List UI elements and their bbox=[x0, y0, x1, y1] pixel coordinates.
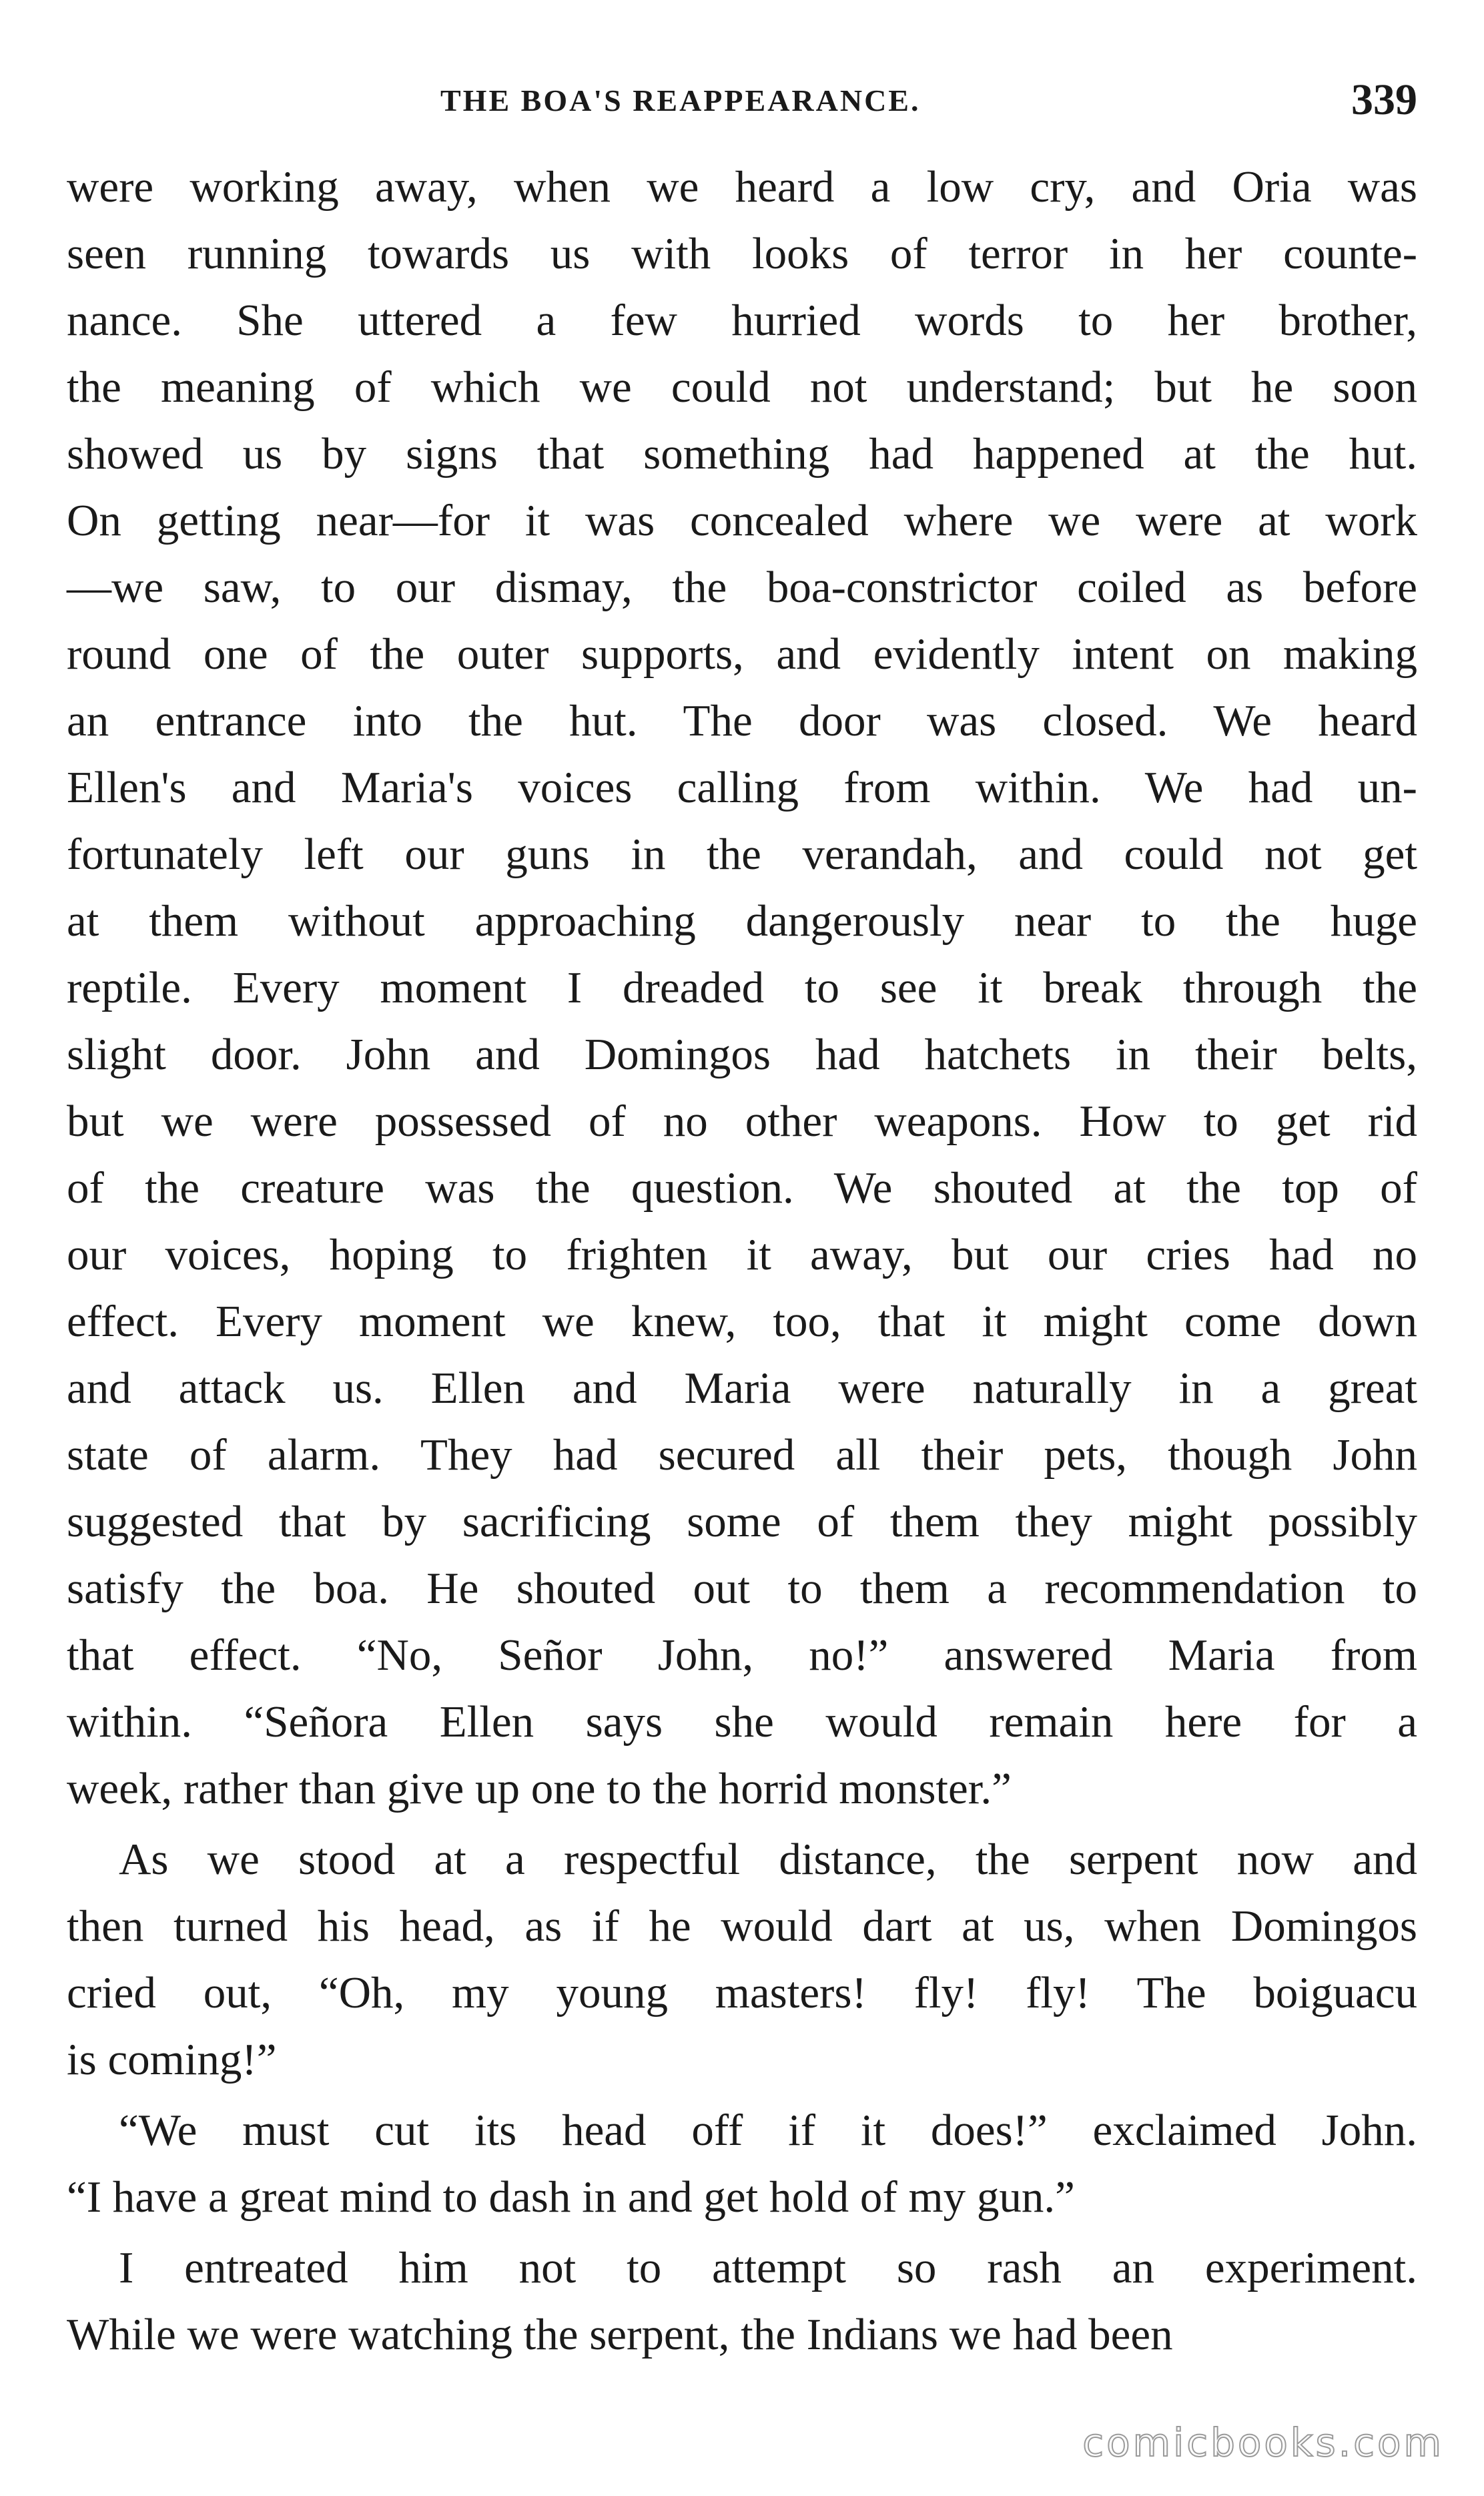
text-line: were working away, when we heard a low cry, and Oria was bbox=[67, 162, 1417, 212]
paragraph bbox=[67, 2234, 1417, 2368]
text-line: effect. Every moment we knew, too, that it might come down bbox=[67, 1297, 1417, 1346]
text-line: then turned his head, as if he would dart at us, when Domingos bbox=[67, 1901, 1417, 1951]
text-line: Ellen's and Maria's voices calling from within. We had un- bbox=[67, 763, 1417, 812]
text-line: round one of the outer supports, and evidently intent on making bbox=[67, 629, 1417, 679]
running-head: THE BOA'S REAPPEARANCE. bbox=[440, 83, 921, 117]
text-line: but we were possessed of no other weapons. How to get rid bbox=[67, 1097, 1417, 1146]
text-line: seen running towards us with looks of terror in her counte- bbox=[67, 229, 1417, 278]
text-line: our voices, hoping to frighten it away, but our cries had no bbox=[67, 1230, 1417, 1279]
text-line: and attack us. Ellen and Maria were naturally in a great bbox=[67, 1363, 1417, 1413]
text-line: On getting near—for it was concealed where we were at work bbox=[67, 496, 1417, 545]
text-line: showed us by signs that something had happened at the hut. bbox=[67, 429, 1417, 479]
text-line: “We must cut its head off if it does!” exclaimed John. bbox=[119, 2106, 1417, 2155]
text-line: As we stood at a respectful distance, the serpent now and bbox=[119, 1835, 1417, 1884]
text-line: an entrance into the hut. The door was closed. We heard bbox=[67, 696, 1417, 745]
text-line: state of alarm. They had secured all their pets, though John bbox=[67, 1430, 1417, 1480]
text-line: the meaning of which we could not understand; but he soon bbox=[67, 362, 1417, 412]
text-line: reptile. Every moment I dreaded to see it break through the bbox=[67, 963, 1417, 1012]
text-line: satisfy the boa. He shouted out to them a recommendation to bbox=[67, 1564, 1417, 1613]
text-line: week, rather than give up one to the horrid monster.” bbox=[67, 1764, 1012, 1813]
text-line: “I have a great mind to dash in and get hold of my gun.” bbox=[67, 2172, 1075, 2222]
paragraph bbox=[67, 1826, 1417, 2093]
text-line: is coming!” bbox=[67, 2035, 277, 2084]
text-line: I entreated him not to attempt so rash an experiment. bbox=[119, 2243, 1417, 2292]
text-line: While we were watching the serpent, the Indians we had been bbox=[67, 2310, 1173, 2359]
text-line: slight door. John and Domingos had hatchets in their belts, bbox=[67, 1030, 1417, 1079]
text-line: cried out, “Oh, my young masters! fly! fly! The boiguacu bbox=[67, 1968, 1417, 2017]
text-line: fortunately left our guns in the verandah, and could not get bbox=[67, 830, 1417, 879]
body-text bbox=[67, 153, 1417, 2368]
text-line: at them without approaching dangerously near to the huge bbox=[67, 896, 1417, 946]
page-number: 339 bbox=[1351, 75, 1417, 124]
text-line: suggested that by sacrificing some of them they might possibly bbox=[67, 1497, 1417, 1546]
paragraph bbox=[67, 2097, 1417, 2230]
text-line: nance. She uttered a few hurried words to her brother, bbox=[67, 296, 1417, 345]
text-line: of the creature was the question. We shouted at the top of bbox=[67, 1163, 1417, 1213]
text-line: —we saw, to our dismay, the boa-constrictor coiled as before bbox=[67, 563, 1417, 612]
page-header bbox=[67, 75, 1417, 139]
watermark: comicbooks.com bbox=[1082, 2420, 1444, 2465]
text-line: within. “Señora Ellen says she would remain here for a bbox=[67, 1697, 1417, 1747]
paragraph bbox=[67, 153, 1417, 1822]
text-line: that effect. “No, Señor John, no!” answered Maria from bbox=[67, 1630, 1417, 1680]
